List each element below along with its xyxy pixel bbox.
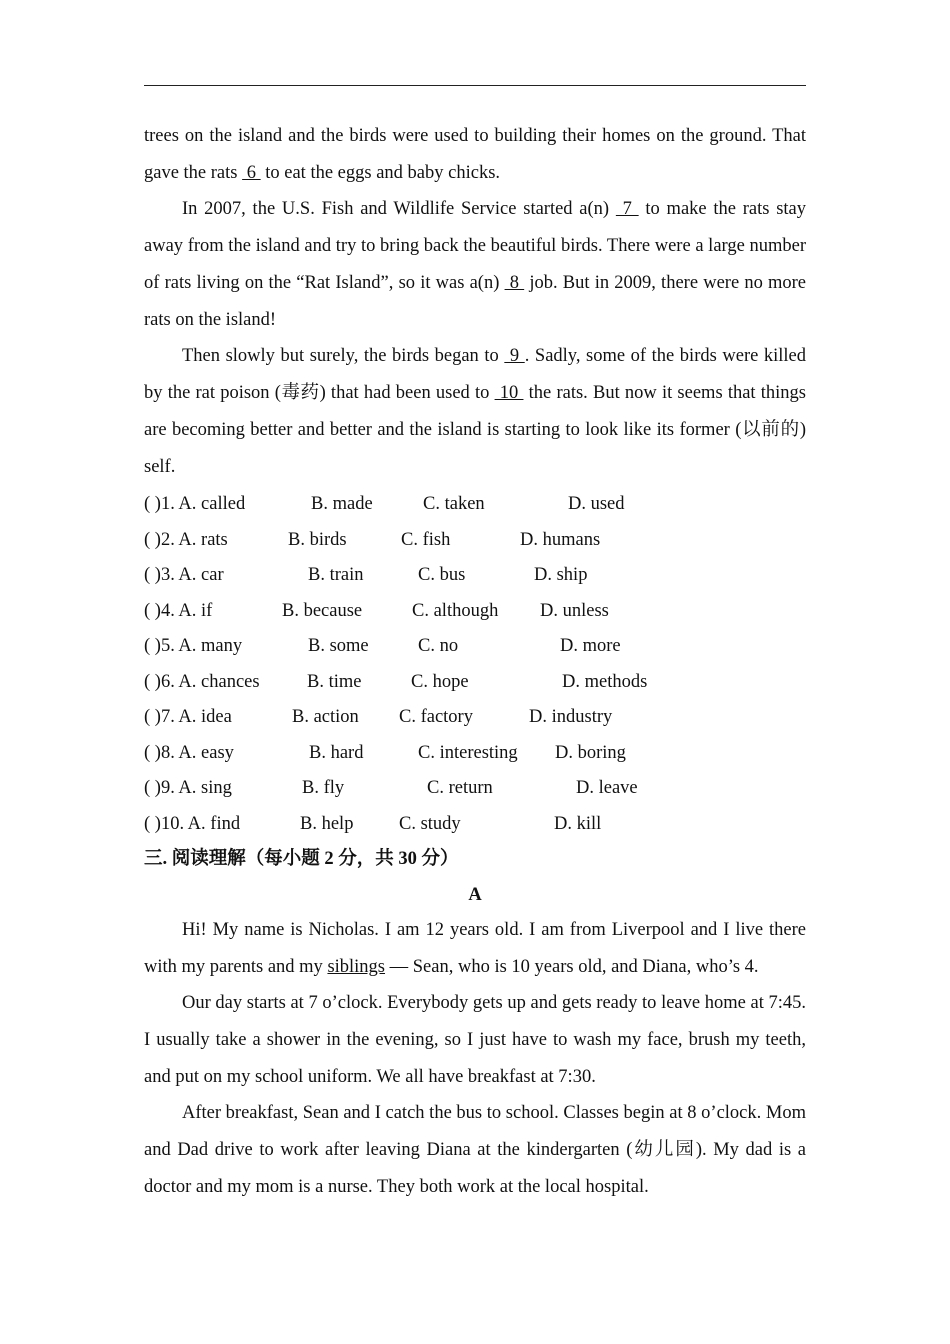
option-d: D. industry bbox=[529, 707, 613, 727]
option-a: ( )8. A. easy bbox=[144, 742, 234, 763]
option-b: B. birds bbox=[288, 529, 347, 550]
option-d: D. kill bbox=[554, 813, 602, 834]
option-d: D. boring bbox=[555, 742, 626, 763]
text: Hi! My name is Nicholas. I am 12 years old. I am from Liverpool and I live there with my parents and my bbox=[144, 920, 806, 977]
option-b: B. time bbox=[307, 671, 362, 692]
text: — Sean, who is 10 years old, and Diana, who’s 4. bbox=[385, 957, 759, 977]
blank-7: 7 bbox=[615, 199, 639, 219]
option-d: D. unless bbox=[540, 600, 609, 621]
option-d: D. ship bbox=[534, 565, 588, 585]
option-d: D. humans bbox=[520, 529, 601, 550]
passage-a-paragraph-3: After breakfast, Sean and I catch the bus to school. Classes begin at 8 o’clock. Mom and Dad drive to work after leaving Diana at the kindergarten (幼儿园). My dad is a doctor and my mom is a nurse. They both work at the local hospital. bbox=[144, 1103, 806, 1197]
option-d: D. more bbox=[560, 636, 621, 656]
question-5 bbox=[144, 629, 806, 665]
option-b: B. fly bbox=[302, 778, 345, 798]
option-d: D. used bbox=[568, 494, 625, 514]
text: Then slowly but surely, the birds began to bbox=[182, 346, 505, 366]
option-b: B. hard bbox=[309, 742, 364, 763]
option-c: C. fish bbox=[401, 529, 451, 550]
option-c: C. bus bbox=[418, 565, 466, 585]
passage-paragraph-2 bbox=[144, 191, 806, 339]
question-4 bbox=[144, 594, 806, 630]
underlined-word: siblings bbox=[327, 957, 386, 977]
passage-a-paragraph-1 bbox=[144, 912, 806, 986]
option-c: C. taken bbox=[423, 494, 485, 514]
passage-paragraph-3 bbox=[144, 338, 806, 486]
question-1 bbox=[144, 487, 806, 523]
text: to make the rats stay away from the island and try to bring back the beautiful birds. There were a large number of rats living on the “Rat Island”, so it was a(n) bbox=[144, 199, 807, 293]
option-a: ( )6. A. chances bbox=[144, 671, 260, 692]
passage-title: A bbox=[468, 885, 482, 905]
option-b: B. made bbox=[311, 494, 373, 514]
blank-6: 6 bbox=[242, 163, 261, 183]
option-d: D. methods bbox=[562, 671, 648, 692]
question-7 bbox=[144, 700, 806, 736]
question-9 bbox=[144, 771, 806, 807]
text: In 2007, the U.S. Fish and Wildlife Service started a(n) bbox=[182, 199, 616, 219]
blank-9: 9 bbox=[504, 346, 525, 366]
option-c: C. interesting bbox=[418, 742, 518, 763]
option-c: C. study bbox=[399, 813, 461, 834]
option-b: B. because bbox=[282, 600, 363, 621]
options-list bbox=[144, 487, 806, 842]
passage-a-paragraph-2: Our day starts at 7 o’clock. Everybody gets up and gets ready to leave home at 7:45. I usually take a shower in the evening, so I just have to wash my face, brush my teeth, and put on my school uniform. We all have breakfast at 7:30. bbox=[144, 993, 806, 1087]
question-6 bbox=[144, 665, 806, 701]
question-10 bbox=[144, 807, 806, 843]
option-a: ( )5. A. many bbox=[144, 636, 243, 656]
text: to eat the eggs and baby chicks. bbox=[260, 163, 501, 183]
option-c: C. no bbox=[418, 636, 459, 656]
option-a: ( )7. A. idea bbox=[144, 707, 232, 727]
blank-8: 8 bbox=[504, 273, 525, 293]
option-c: C. hope bbox=[411, 671, 469, 692]
option-a: ( )10. A. find bbox=[144, 813, 241, 834]
section-heading: 三. 阅读理解（每小题 2 分，共 30 分） bbox=[144, 849, 459, 869]
option-a: ( )3. A. car bbox=[144, 565, 224, 585]
option-b: B. some bbox=[308, 636, 369, 656]
option-a: ( )1. A. called bbox=[144, 494, 246, 514]
text: the rats. But now it seems that things are becoming better and better and the island is starting to look like its former (以前的) self. bbox=[144, 383, 806, 477]
option-a: ( )4. A. if bbox=[144, 600, 213, 621]
option-b: B. action bbox=[292, 707, 359, 727]
option-c: C. although bbox=[412, 600, 499, 621]
option-b: B. help bbox=[300, 813, 354, 834]
blank-10: 10 bbox=[494, 383, 524, 403]
option-c: C. factory bbox=[399, 707, 473, 727]
question-8 bbox=[144, 736, 806, 772]
question-3 bbox=[144, 558, 806, 594]
option-b: B. train bbox=[308, 565, 364, 585]
option-a: ( )2. A. rats bbox=[144, 529, 228, 550]
option-a: ( )9. A. sing bbox=[144, 778, 232, 798]
option-d: D. leave bbox=[576, 778, 638, 798]
header-rule bbox=[144, 85, 806, 86]
question-2 bbox=[144, 523, 806, 559]
text: trees on the island and the birds were used to building their homes on the ground. That gave the rats bbox=[144, 126, 806, 183]
option-c: C. return bbox=[427, 778, 493, 798]
text: job. But in 2009, there were no more rats on the island! bbox=[144, 273, 807, 330]
passage-paragraph-1 bbox=[144, 118, 806, 192]
text: . Sadly, some of the birds were killed by the rat poison (毒药) that had been used to bbox=[144, 346, 807, 403]
